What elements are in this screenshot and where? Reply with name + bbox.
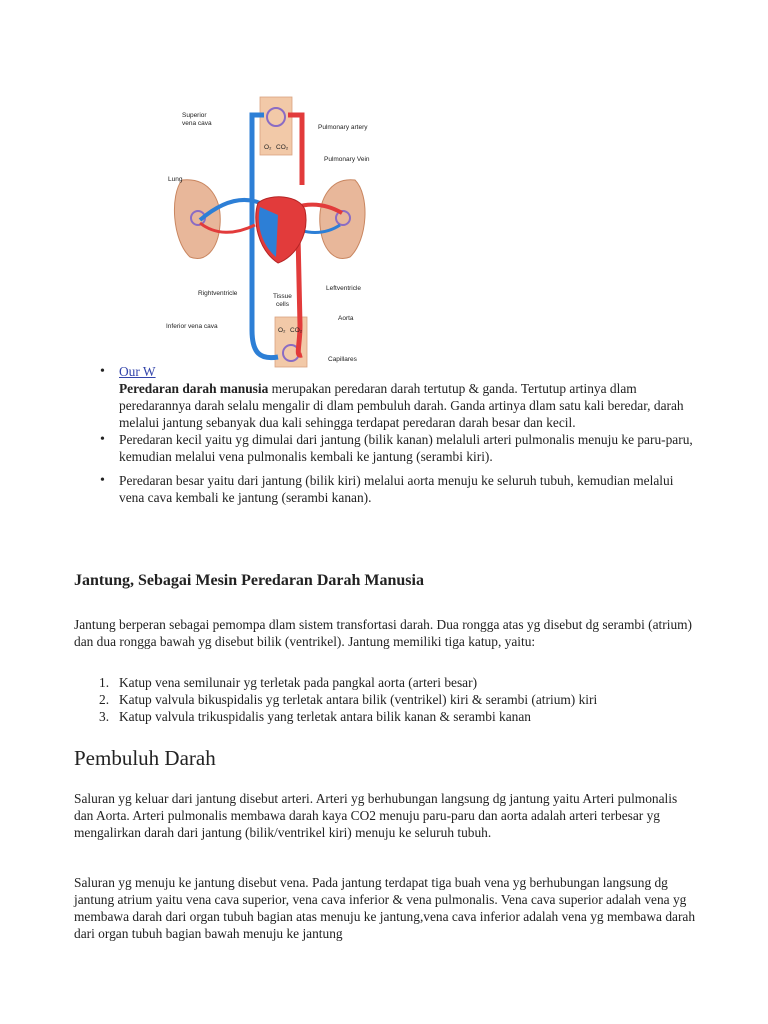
label-pulmonary-artery: Pulmonary artery xyxy=(318,124,368,131)
label-right-ventricle: Rightventricle xyxy=(198,290,238,297)
svg-text:O₂: O₂ xyxy=(264,144,272,151)
our-w-link[interactable]: Our W xyxy=(119,364,156,379)
label-superior-vena-cava: Superior xyxy=(182,112,207,119)
pembuluh-paragraph-1: Saluran yg keluar dari jantung disebut arteri. Arteri yg berhubungan langsung dg jantung yaitu Arteri pulmonalis dan Aorta. Arteri pulmonalis membawa darah kaya CO2 menuju paru-paru dan aorta adalah arteri terbesar yg mengalirkan darah dari jantung (bilik/ventrikel kiri) menuju ke seluruh tubuh. xyxy=(74,791,678,840)
katup-list xyxy=(74,674,597,725)
label-capillaries: Capillares xyxy=(328,356,357,363)
intro-paragraph: merupakan peredaran darah tertutup & ganda. Tertutup artinya dlam peredarannya darah selalu mengalir di dlam pembuluh darah. Ganda artinya dlam satu kali beredar, darah melalui jantung sebanyak dua kali sehingga terdapat peredaran darah besar dan kecil. xyxy=(119,381,684,430)
section-heading-pembuluh: Pembuluh Darah xyxy=(74,746,216,770)
label-pulmonary-vein: Pulmonary Vein xyxy=(324,156,370,163)
label-lung: Lung xyxy=(168,176,183,183)
label-inferior-vena-cava: Inferior vena cava xyxy=(166,323,218,330)
svg-text:O₂: O₂ xyxy=(278,327,286,334)
pembuluh-paragraph-2: Saluran yg menuju ke jantung disebut vena. Pada jantung terdapat tiga buah vena yg berhubungan langsung dg jantung atrium yaitu vena cava superior, vena cava inferior & vena pulmonalis. Vena cava superior adalah vena yg membawa darah dari organ tubuh bagian atas menuju ke jantung,vena cava inferior adalah vena yg membawa darah dari organ tubuh bagian bawah menuju ke jantung xyxy=(74,875,696,941)
section-heading-jantung: Jantung, Sebagai Mesin Peredaran Darah Manusia xyxy=(74,572,424,589)
label-left-ventricle: Leftventricle xyxy=(326,285,362,292)
svg-text:cells: cells xyxy=(276,301,290,308)
intro-list xyxy=(100,363,700,513)
label-aorta: Aorta xyxy=(338,315,354,322)
svg-text:vena cava: vena cava xyxy=(182,120,212,127)
list-item: • Peredaran kecil yaitu yg dimulai dari jantung (bilik kanan) melaluli arteri pulmonalis menuju ke paru-paru, kemudian melalui vena pulmonalis kembali ke jantung (serambi kiri). xyxy=(100,431,700,465)
svg-text:CO₂: CO₂ xyxy=(290,327,303,334)
list-item: 2. Katup valvula bikuspidalis yg terletak antara bilik (ventrikel) kiri & serambi (atrium) kiri xyxy=(99,692,598,707)
list-item: 1. Katup vena semilunair yg terletak pada pangkal aorta (arteri besar) xyxy=(99,675,478,690)
label-tissue-cells: Tissue xyxy=(273,293,292,300)
list-item xyxy=(100,363,700,431)
intro-bold-lead: Peredaran darah manusia xyxy=(119,381,269,396)
list-item: 3. Katup valvula trikuspidalis yang terletak antara bilik kanan & serambi kanan xyxy=(99,709,532,724)
jantung-paragraph: Jantung berperan sebagai pemompa dlam sistem transfortasi darah. Dua rongga atas yg disebut dg serambi (atrium) dan dua rongga bawah yg disebut bilik (ventrikel). Jantung memiliki tiga katup, yaitu: xyxy=(74,617,693,649)
list-item: • Peredaran besar yaitu dari jantung (bilik kiri) melalui aorta menuju ke seluruh tubuh, kemudian melalui vena cava kembali ke jantung (serambi kanan). xyxy=(100,472,700,506)
circulation-diagram xyxy=(160,85,382,375)
svg-text:CO₂: CO₂ xyxy=(276,144,289,151)
circulation-diagram-svg xyxy=(160,85,382,375)
